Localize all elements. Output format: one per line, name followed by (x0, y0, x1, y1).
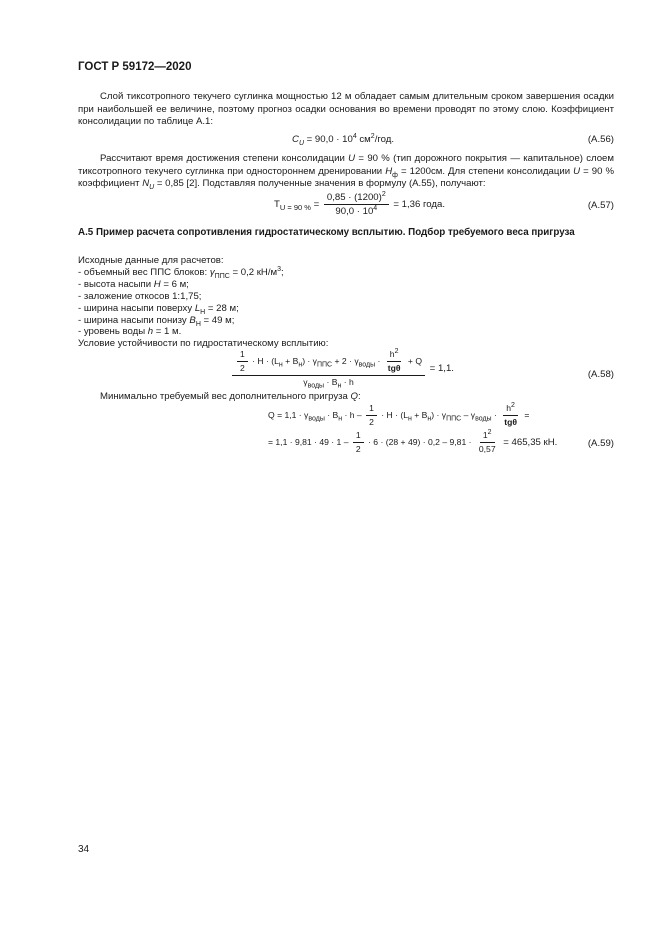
list-item: - ширина насыпи понизу $B_Н = 49$ м; (78, 314, 235, 328)
list-item: Условие устойчивости по гидростатическому всплытию: (78, 338, 329, 350)
equation-a57: $T_{U = 90 \%}$ = $\frac{0,85 \cdot (1200)^2}{90,0 \cdot 10^4}$ = 1,36 года. (А.57) (274, 190, 614, 217)
input-data-list (78, 255, 328, 350)
equation-a59-line1: $Q = 1,1 \cdot \gamma_{воды} \cdot B_н \cdot h$ – $\frac{1}{2}$ · $H \cdot (L_н + B_н) \cdot \gamma_{ППС} - \gamma_{воды}$ · $\frac{h^2}{\text{tgθ}}$ = (268, 402, 530, 427)
page-header: ГОСТ Р 59172—2020 (78, 61, 192, 73)
equation-number: (А.58) (587, 369, 614, 380)
paragraph-consolidation-intro: Слой тиксотропного текучего суглинка мощностью 12 м обладает самым длительным сроком завершения осадки при наибольшей ее величине, поэтому прогноз осадки основания во времени проводят по этому слою. Коэффициент консолидации по таблице А.1: (78, 91, 614, 128)
list-item: - объемный вес ППС блоков: $\gamma_{ППС} = 0,2$ $кН/м^3$; (78, 265, 284, 280)
list-item: - заложение откосов 1:1,75; (78, 290, 202, 302)
page-number: 34 (78, 844, 90, 855)
equation-a59-line2: = 1,1 · 9,81 · 49 · 1 – $\frac{1}{2}$ · 6 · (28 + 49) · 0,2 – 9,81 · $\frac{1^2}{0,57}$ = 465,35 кН. (А.59) (268, 429, 614, 454)
paragraph-min-load: Минимально требуемый вес дополнительного пригруза Q: (100, 391, 361, 402)
list-item: - ширина насыпи поверху $L_Н = 28$ м; (78, 302, 239, 316)
equation-a56: $C_U = 90,0 \cdot 10^4$ $см^2$/год. (А.56) (292, 132, 614, 147)
paragraph-consolidation-time: Рассчитают время достижения степени консолидации U = 90 % (тип дорожного покрытия — капитальное) слоем тиксотропного текучего суглинка при одностороннем дренировании $H_ф = 1200см$. Для степени консолидации U = 90 % коэффициент $N_U = 0,85$ [2]. Подставляя полученные значения в формулу (А.55), получают: (78, 153, 615, 192)
list-item: - уровень воды h = 1 м. (78, 326, 182, 338)
equation-number: (А.56) (587, 134, 614, 145)
list-intro: Исходные данные для расчетов: (78, 255, 224, 266)
equation-number: (А.57) (587, 200, 614, 211)
fraction: $\frac{1}{2}$ · $H \cdot (L_н + B_н) \cdot \gamma_{ППС} + 2 \cdot \gamma_{воды}$ · $\frac{h^2}{\text{tgθ}}$ + Q $\gamma_{воды} \cdot B_н \cdot h$ (232, 349, 425, 388)
section-heading-a5: А.5 Пример расчета сопротивления гидростатическому всплытию. Подбор требуемого веса пригруза (78, 227, 575, 238)
fraction: $\frac{0,85 \cdot (1200)^2}{90,0 \cdot 10^4}$ (324, 192, 389, 217)
equation-a58: $\frac{1}{2}$ · $H \cdot (L_н + B_н) \cdot \gamma_{ППС} + 2 \cdot \gamma_{воды}$ · $\frac{h^2}{\text{tgθ}}$ + Q $\gamma_{воды} \cdot B_н \cdot h$ = 1,1. (А.58) (78, 349, 614, 385)
equation-number: (А.59) (587, 438, 614, 449)
list-item: - высота насыпи H = 6 м; (78, 278, 189, 290)
